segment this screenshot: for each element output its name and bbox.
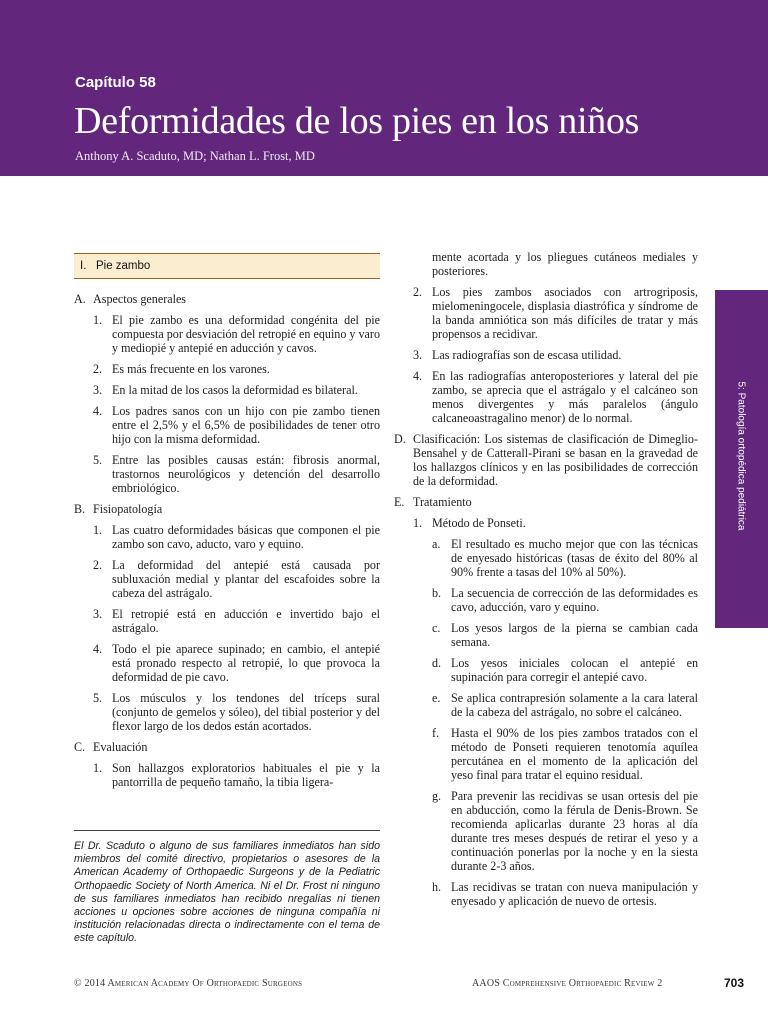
- sub-list-item: [394, 621, 698, 649]
- item-number: 1.: [93, 523, 103, 537]
- item-number: 2.: [93, 362, 103, 376]
- item-text: Todo el pie aparece supinado; en cambio, el antepié está pronado respecto al retropié, lo que provoca la deformidad de pie cavo.: [112, 642, 380, 684]
- item-text: En la mitad de los casos la deformidad es bilateral.: [112, 383, 358, 397]
- sub-list-item: [394, 691, 698, 719]
- item-text: Se aplica contrapresión solamente a la cara lateral de la cabeza del astrágalo, no sobre el calcáneo.: [451, 691, 698, 719]
- sub-list-item: [394, 537, 698, 579]
- item-number: 1.: [413, 516, 423, 530]
- list-item: [74, 383, 380, 397]
- sub-list-item: [394, 789, 698, 873]
- list-item: [394, 516, 698, 530]
- item-number: 4.: [413, 369, 423, 383]
- footer-publication: AAOS Comprehensive Orthopaedic Review 2: [472, 978, 663, 989]
- item-text: En las radiografías anteroposteriores y lateral del pie zambo, se aprecia que el astrágalo y el calcáneo son menos divergentes y más paralelos (ángulo calcaneoastragalino menor) de lo normal.: [432, 369, 698, 425]
- item-number: 3.: [413, 348, 423, 362]
- item-text: La secuencia de corrección de las deformidades es cavo, aducción, varo y equino.: [451, 586, 698, 614]
- list-item: [74, 453, 380, 495]
- subsection-label: D.: [394, 432, 406, 446]
- subsection-text: Clasificación: Los sistemas de clasificación de Dimeglio-Bensahel y de Catterall-Pirani se basan en la gravedad de los hallazgos clínicos y en las posibilidades de corrección de la deformidad.: [413, 432, 698, 488]
- item-text: Los yesos largos de la pierna se cambian cada semana.: [451, 621, 698, 649]
- item-letter: h.: [432, 880, 442, 894]
- section-heading: I. Pie zambo: [80, 260, 151, 272]
- subsection-label: B.: [74, 502, 86, 516]
- item-text: Los pies zambos asociados con artrogriposis, mielomeningocele, displasia diastrófica y síndrome de la banda amniótica son más difíciles de tratar y más propensos a recidivar.: [432, 285, 698, 341]
- side-tab-label: 5: Patología ortopédica pediátrica: [735, 381, 747, 531]
- item-text: Hasta el 90% de los pies zambos tratados con el método de Ponseti requieren tenotomía aquílea percutánea en el momento de la aplicación del yeso final para tratar el equino residual.: [451, 726, 698, 782]
- left-column: [74, 253, 380, 796]
- item-text: Para prevenir las recidivas se usan ortesis del pie en abducción, como la férula de Denis-Brown. Se recomienda aplicarlas durante 23 horas al día durante tres meses después de retirar el yeso y a continuación ponerlas por la noche y en la siesta durante 2-3 años.: [451, 789, 698, 873]
- chapter-header: [0, 0, 768, 176]
- list-item: [74, 642, 380, 684]
- item-letter: g.: [432, 789, 442, 803]
- chapter-title: Deformidades de los pies en los niños: [74, 100, 640, 142]
- subsection-title: Tratamiento: [413, 495, 472, 509]
- list-item: [74, 523, 380, 551]
- item-text: Los yesos iniciales colocan el antepié en supinación para corregir el antepié cavo.: [451, 656, 698, 684]
- item-number: 2.: [413, 285, 423, 299]
- subsection-b-heading: [74, 502, 380, 516]
- item-number: 4.: [93, 404, 103, 418]
- chapter-authors: Anthony A. Scaduto, MD; Nathan L. Frost, MD: [75, 149, 315, 163]
- item-text: La deformidad del antepié está causada por subluxación medial y plantar del escafoides sobre la cabeza del astrágalo.: [112, 558, 380, 600]
- item-text: Las radiografías son de escasa utilidad.: [432, 348, 622, 362]
- item-number: 4.: [93, 642, 103, 656]
- list-item: [74, 691, 380, 733]
- item-letter: b.: [432, 586, 442, 600]
- subsection-e-heading: [394, 495, 698, 509]
- subsection-label: C.: [74, 740, 86, 754]
- item-number: 3.: [93, 607, 103, 621]
- item-text: Las recidivas se tratan con nueva manipulación y enyesado y aplicación de nuevo de ortesis.: [451, 880, 698, 908]
- list-item: [394, 348, 698, 362]
- item-number: 1.: [93, 761, 103, 775]
- item-text: Los padres sanos con un hijo con pie zambo tienen entre el 2,5% y el 6,5% de posibilidades de tener otro hijo con la misma deformidad.: [112, 404, 380, 446]
- subsection-title: Aspectos generales: [93, 292, 187, 306]
- item-text: Entre las posibles causas están: fibrosis anormal, trastornos neurológicos y detención del desarrollo embriológico.: [112, 453, 380, 495]
- sub-list-item: [394, 880, 698, 908]
- item-number: 2.: [93, 558, 103, 572]
- disclosure-note: El Dr. Scaduto o alguno de sus familiares inmediatos han sido miembros del comité directivo, propietarios o asesores de la American Academy of Orthopaedic Surgeons y de la Pediatric Orthopaedic Society of North America. Ni el Dr. Frost ni ninguno de sus familiares inmediatos han recibido nregalías ni tienen acciones u opciones sobre acciones de ninguna compañía ni institución relacionadas directa o indirectamente con el tema de este capítulo.: [74, 830, 380, 946]
- subsection-title: Fisiopatología: [93, 502, 163, 516]
- list-item: [394, 369, 698, 425]
- section-side-tab: [715, 290, 768, 628]
- page-number: 703: [724, 976, 745, 990]
- sub-list-item: [394, 656, 698, 684]
- subsection-a-heading: [74, 292, 380, 306]
- section-heading-bar: [74, 253, 380, 279]
- item-letter: a.: [432, 537, 441, 551]
- chapter-number: Capítulo 58: [75, 74, 156, 91]
- list-item: [74, 404, 380, 446]
- item-text: El retropié está en aducción e invertido bajo el astrágalo.: [112, 607, 380, 635]
- item-letter: f.: [432, 726, 440, 740]
- continued-text: mente acortada y los pliegues cutáneos mediales y posteriores.: [432, 250, 698, 278]
- subsection-label: A.: [74, 292, 86, 306]
- list-item: [74, 313, 380, 355]
- item-text: Son hallazgos exploratorios habituales el pie y la pantorrilla de pequeño tamaño, la tibia ligera-: [112, 761, 380, 789]
- item-text: Las cuatro deformidades básicas que componen el pie zambo son cavo, aducto, varo y equino.: [112, 523, 380, 551]
- subsection-d: [394, 432, 698, 488]
- item-text: Es más frecuente en los varones.: [112, 362, 270, 376]
- item-text: El resultado es mucho mejor que con las técnicas de enyesado históricas (tasas de éxito del 80% al 90% frente a tasas del 10% al 50%).: [451, 537, 698, 579]
- list-item: [74, 362, 380, 376]
- item-number: 1.: [93, 313, 103, 327]
- subsection-c-heading: [74, 740, 380, 754]
- item-number: 3.: [93, 383, 103, 397]
- item-letter: e.: [432, 691, 441, 705]
- list-item: [394, 285, 698, 341]
- list-item: [74, 558, 380, 600]
- sub-list-item: [394, 726, 698, 782]
- sub-list-item: [394, 586, 698, 614]
- subsection-title: Evaluación: [93, 740, 148, 754]
- list-item: [74, 761, 380, 789]
- item-text: El pie zambo es una deformidad congénita del pie compuesta por desviación del retropié en equino y varo y mediopié y antepié en aducción y cavos.: [112, 313, 380, 355]
- item-letter: c.: [432, 621, 441, 635]
- item-number: 5.: [93, 453, 103, 467]
- footer-copyright: © 2014 American Academy Of Orthopaedic Surgeons: [74, 978, 303, 989]
- item-number: 5.: [93, 691, 103, 705]
- list-item: [74, 607, 380, 635]
- item-text: Método de Ponseti.: [432, 516, 526, 530]
- subsection-label: E.: [394, 495, 405, 509]
- right-column: [394, 250, 698, 915]
- item-text: Los músculos y los tendones del tríceps sural (conjunto de gemelos y sóleo), del tibial posterior y del flexor largo de los dedos están acortados.: [112, 691, 380, 733]
- item-letter: d.: [432, 656, 442, 670]
